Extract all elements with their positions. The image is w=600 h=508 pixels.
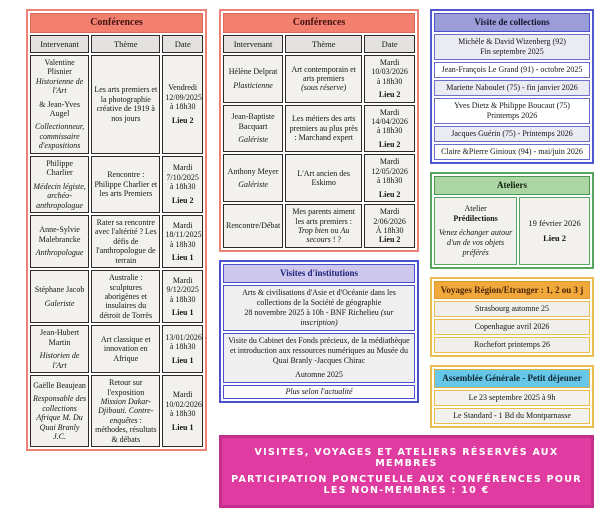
right-area <box>219 9 594 508</box>
column-header-intervenant: Intervenant <box>30 35 89 53</box>
column-header-theme: Thème <box>91 35 160 53</box>
conferences-table-1 <box>26 9 207 451</box>
theme-cell: Rater sa rencontre avec l'altérité ? Les défis de l'anthropologue de terrain <box>91 215 160 268</box>
theme-cell: Mes parents aiment les arts premiers : Trop bien ou Au secours ! ? <box>285 204 362 248</box>
collections-title: Visite de collections <box>434 13 590 32</box>
ateliers-section <box>430 172 594 269</box>
institutions-title: Visites d'institutions <box>223 264 415 283</box>
atelier-date-cell: 19 février 2026 Lieu 2 <box>519 197 590 265</box>
speaker-cell: Jean-Baptiste Bacquart Galériste <box>223 105 283 153</box>
conference-row <box>30 325 203 373</box>
conferences-table-2 <box>219 9 419 252</box>
banner-line-members: VISITES, VOYAGES ET ATELIERS RÉSERVÉS AUX MEMBRES <box>254 446 559 469</box>
column-header-date: Date <box>162 35 203 53</box>
theme-cell: Australie : sculptures aborigènes et insulaires du détroit de Torrès <box>91 270 160 323</box>
date-cell: Mardi 12/05/2026 à 18h30 Lieu 2 <box>364 154 415 202</box>
speaker-cell: Stéphane Jacob Galeriste <box>30 270 89 323</box>
collection-item: Claire &Pierre Ginioux (94) - mai/juin 2026 <box>434 144 590 160</box>
date-cell: Vendredi 12/09/2025 à 18h30 Lieu 2 <box>162 55 203 154</box>
date-cell: Mardi 14/04/2026 à 18h30 Lieu 2 <box>364 105 415 153</box>
theme-cell: Rencontre : Philippe Charlier et les arts Premiers <box>91 156 160 213</box>
column-header-date: Date <box>364 35 415 53</box>
assemblee-item: Le Standard - 1 Bd du Montparnasse <box>434 408 590 424</box>
atelier-description-cell: Atelier Prédilections Venez échanger autour d'un de vos objets préférés <box>434 197 517 265</box>
conference-row <box>30 375 203 447</box>
voyage-item: Rochefort printemps 26 <box>434 337 590 353</box>
speaker-cell: Hélène Delprat Plasticienne <box>223 55 283 103</box>
middle-column <box>219 9 419 428</box>
conference-row <box>223 154 415 202</box>
conference-row <box>223 55 415 103</box>
assemblee-section <box>430 365 594 428</box>
membership-banner <box>219 435 594 508</box>
collection-item: Jacques Guérin (75) - Printemps 2026 <box>434 126 590 142</box>
conference-row <box>30 215 203 268</box>
conference-row <box>223 204 415 248</box>
institution-item: Visite du Cabinet des Fonds précieux, de la médiathèque et introduction aux ressources numériques au Musée du Quai Branly -Jacques Chirac Automne 2025 <box>223 333 415 383</box>
column-header-intervenant: Intervenant <box>223 35 283 53</box>
institution-item: Arts & civilisations d'Asie et d'Océanie dans les collections de la Société de géographie 28 novembre 2025 à 10h - BNF Richelieu (sur inscription) <box>223 285 415 331</box>
assemblee-item: Le 23 septembre 2025 à 9h <box>434 390 590 406</box>
date-cell: Mardi 10/03/2026 à 18h30 Lieu 2 <box>364 55 415 103</box>
speaker-cell: Anthony Meyer Galériste <box>223 154 283 202</box>
date-cell: Mardi 7/10/2025 à 18h30 Lieu 2 <box>162 156 203 213</box>
theme-cell: Art contemporain et arts premiers (sous réserve) <box>285 55 362 103</box>
conference-row <box>30 55 203 154</box>
collection-item: Yves Dietz & Philippe Boucaut (75) Printemps 2026 <box>434 98 590 124</box>
speaker-cell: Anne-Sylvie Malebrancke Anthropologue <box>30 215 89 268</box>
ateliers-title: Ateliers <box>434 176 590 195</box>
voyage-item: Copenhague avril 2026 <box>434 319 590 335</box>
collection-item: Jean-François Le Grand (91) - octobre 2025 <box>434 62 590 78</box>
voyage-item: Strasbourg automne 25 <box>434 301 590 317</box>
date-cell: Mardi 9/12/2025 à 18h30 Lieu 1 <box>162 270 203 323</box>
conferences-title-1: Conférences <box>30 13 203 33</box>
date-cell: Mardi 18/11/2025 à 18h30 Lieu 1 <box>162 215 203 268</box>
speaker-cell: Rencontre/Débat <box>223 204 283 248</box>
conference-row <box>30 270 203 323</box>
theme-cell: Les métiers des arts premiers au plus près : Marchand expert <box>285 105 362 153</box>
collection-item: Mariette Naboulet (75) - fin janvier 2026 <box>434 80 590 96</box>
banner-line-nonmembers: PARTICIPATION PONCTUELLE AUX CONFÉRENCES POUR LES NON-MEMBRES : 10 € <box>231 473 582 496</box>
speaker-cell: Philippe Charlier Médecin légiste, archéo-anthropologue <box>30 156 89 213</box>
speaker-cell: Valentine Plisnier Historienne de l'Art & Jean-Yves Augel Collectionneur, commissaire d'expositions <box>30 55 89 154</box>
collections-section <box>430 9 594 164</box>
theme-cell: Art classique et innovation en Afrique <box>91 325 160 373</box>
column-header-theme: Thème <box>285 35 362 53</box>
theme-cell: Les arts premiers et la photographie créative de 1919 à nos jours <box>91 55 160 154</box>
institutions-footer-note: Plus selon l'actualité <box>223 385 415 399</box>
right-column <box>430 9 594 428</box>
voyages-title: Voyages Région/Etranger : 1, 2 ou 3 j <box>434 281 590 300</box>
date-cell: Mardi 2/06/2026 À 18h30 Lieu 2 <box>364 204 415 248</box>
left-column <box>26 9 207 508</box>
conferences-title-2: Conférences <box>223 13 415 33</box>
institutions-section <box>219 260 419 403</box>
theme-cell: L'Art ancien des Eskimo <box>285 154 362 202</box>
assemblee-title: Assemblée Générale - Petit déjeuner <box>434 369 590 388</box>
speaker-cell: Jean-Hubert Martin Historien de l'Art <box>30 325 89 373</box>
conference-row <box>223 105 415 153</box>
voyages-section <box>430 277 594 358</box>
theme-cell: Retour sur l'exposition Mission Dakar-Djibouti. Contre-enquêtes : méthodes, résultats & débats <box>91 375 160 447</box>
date-cell: 13/01/2026 à 18h30 Lieu 1 <box>162 325 203 373</box>
speaker-cell: Gaëlle Beaujean Responsable des collections Afrique M. Du Quai Branly J.C. <box>30 375 89 447</box>
collection-item: Michèle & David Wizenberg (92) Fin septembre 2025 <box>434 34 590 60</box>
date-cell: Mardi 10/02/2026 à 18h30 Lieu 1 <box>162 375 203 447</box>
conference-row <box>30 156 203 213</box>
